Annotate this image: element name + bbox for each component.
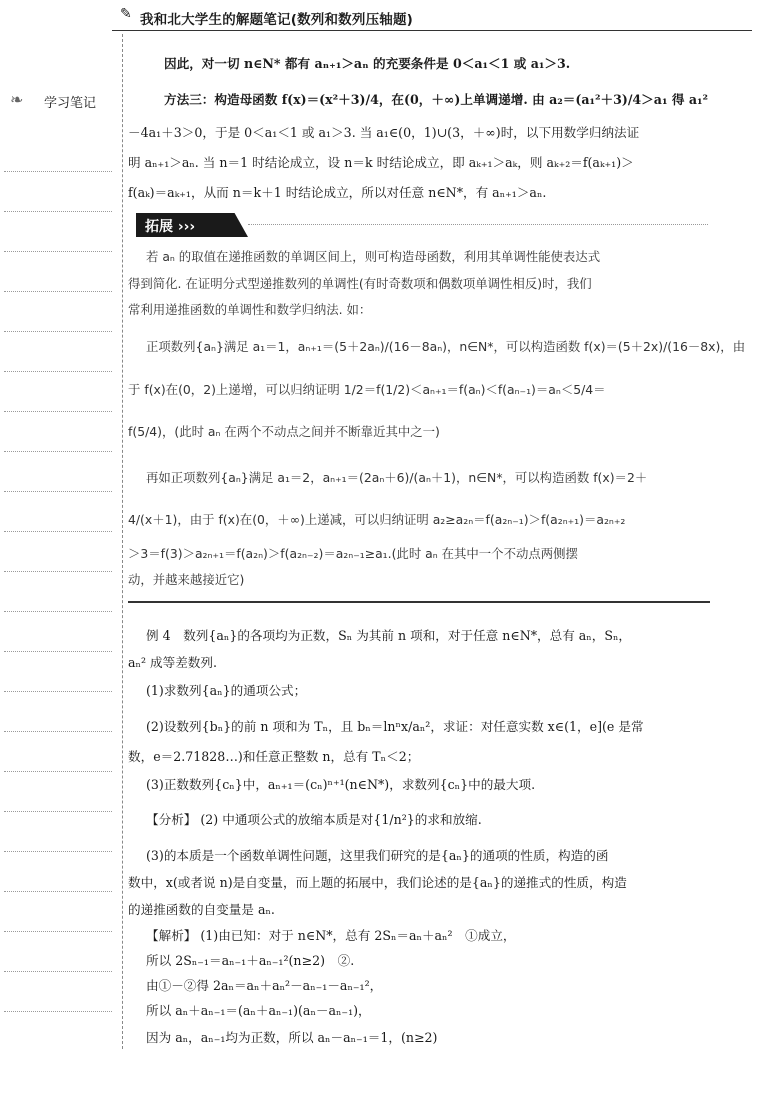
- text-line: 所以 aₙ＋aₙ₋₁＝(aₙ＋aₙ₋₁)(aₙ－aₙ₋₁)，: [146, 1003, 371, 1018]
- text-line: f(5/4)，(此时 aₙ 在两个不动点之间并不断靠近其中之一): [128, 424, 440, 439]
- study-notes-sidebar: [4, 88, 114, 112]
- text-line: 数中，x(或者说 n)是自变量，而上题的拓展中，我们论述的是{aₙ}的递推式的性质，构造: [128, 875, 627, 890]
- text-line: 正项数列{aₙ}满足 a₁＝1，aₙ₊₁＝(5＋2aₙ)/(16－8aₙ)，n∈N*，可以构造函数 f(x)＝(5＋2x)/(16－8x)，由: [146, 339, 746, 354]
- header-rule: [112, 30, 752, 31]
- text-line: 得到简化. 在证明分式型递推数列的单调性(有时奇数项和偶数项单调性相反)时，我们: [128, 276, 592, 291]
- example-heading: 例 4 数列{aₙ}的各项均为正数，Sₙ 为其前 n 项和，对于任意 n∈N*，总有 aₙ，Sₙ，: [146, 628, 632, 643]
- text-line: 因此，对一切 n∈N* 都有 aₙ₊₁＞aₙ 的充要条件是 0＜a₁＜1 或 a₁＞3.: [164, 56, 571, 71]
- margin-rule: [122, 34, 123, 1049]
- analysis-line: 【分析】 (2) 中通项公式的放缩本质是对{1/n²}的求和放缩.: [146, 812, 482, 827]
- page-header: [112, 6, 752, 32]
- text-line: (3)正数数列{cₙ}中，aₙ₊₁＝(cₙ)ⁿ⁺¹(n∈N*)，求数列{cₙ}中的最大项.: [146, 777, 536, 792]
- text-line: (1)求数列{aₙ}的通项公式；: [146, 683, 307, 698]
- solution-line: 【解析】 (1)由已知：对于 n∈N*，总有 2Sₙ＝aₙ＋aₙ² ①成立，: [146, 928, 516, 943]
- text-line: 4/(x＋1)，由于 f(x)在(0，＋∞)上递减，可以归纳证明 a₂≥a₂ₙ＝f(a₂ₙ₋₁)＞f(a₂ₙ₊₁)＝a₂ₙ₊₂: [128, 512, 626, 527]
- text-line: 数，e＝2.71828…)和任意正整数 n，总有 Tₙ＜2；: [128, 749, 420, 764]
- extension-rule: [248, 224, 708, 225]
- study-notes-label: 学习笔记: [44, 96, 97, 111]
- text-line: 方法三：构造母函数 f(x)＝(x²＋3)/4，在(0，＋∞)上单调递增. 由 a₂＝(a₁²＋3)/4＞a₁ 得 a₁²: [164, 92, 709, 107]
- page-header-title: 我和北大学生的解题笔记(数列和数列压轴题): [140, 12, 414, 28]
- text-line: (3)的本质是一个函数单调性问题，这里我们研究的是{aₙ}的通项的性质，构造的函: [146, 848, 609, 863]
- text-line: f(aₖ)＝aₖ₊₁，从而 n＝k＋1 时结论成立，所以对任意 n∈N*，有 aₙ₊₁＞aₙ.: [128, 185, 547, 200]
- text-line: 再如正项数列{aₙ}满足 a₁＝2，aₙ₊₁＝(2aₙ＋6)/(aₙ＋1)，n∈N*，可以构造函数 f(x)＝2＋: [146, 470, 648, 485]
- leaf-icon: ❧: [10, 90, 24, 109]
- section-divider: [128, 601, 710, 603]
- pen-decoration-icon: ✎: [120, 6, 132, 22]
- note-ruled-lines: [4, 132, 112, 1012]
- text-line: aₙ² 成等差数列.: [128, 655, 217, 670]
- text-line: 由①－②得 2aₙ＝aₙ＋aₙ²－aₙ₋₁－aₙ₋₁²，: [146, 978, 383, 993]
- text-line: 所以 2Sₙ₋₁＝aₙ₋₁＋aₙ₋₁²(n≥2) ②.: [146, 953, 355, 968]
- text-line: 动，并越来越接近它): [128, 572, 245, 587]
- text-line: 于 f(x)在(0，2)上递增，可以归纳证明 1/2＝f(1/2)＜aₙ₊₁＝f(aₙ)＜f(aₙ₋₁)＝aₙ＜5/4＝: [128, 382, 606, 397]
- text-line: 因为 aₙ，aₙ₋₁均为正数，所以 aₙ－aₙ₋₁＝1，(n≥2): [146, 1030, 438, 1045]
- text-line: (2)设数列{bₙ}的前 n 项和为 Tₙ，且 bₙ＝lnⁿx/aₙ²，求证：对任意实数 x∈(1，e](e 是常: [146, 719, 644, 734]
- extension-label: 拓展 ›››: [145, 219, 196, 235]
- text-line: －4a₁＋3＞0，于是 0＜a₁＜1 或 a₁＞3. 当 a₁∈(0，1)∪(3，＋∞)时，以下用数学归纳法证: [128, 125, 640, 140]
- text-line: 明 aₙ₊₁＞aₙ. 当 n＝1 时结论成立，设 n＝k 时结论成立，即 aₖ₊₁＞aₖ，则 aₖ₊₂＝f(aₖ₊₁)＞: [128, 155, 634, 170]
- text-line: 常利用递推函数的单调性和数学归纳法. 如：: [128, 302, 372, 317]
- text-line: 的递推函数的自变量是 aₙ.: [128, 902, 275, 917]
- text-line: 若 aₙ 的取值在递推函数的单调区间上，则可构造母函数，利用其单调性能使表达式: [146, 249, 601, 264]
- text-line: ＞3＝f(3)＞a₂ₙ₊₁＝f(a₂ₙ)＞f(a₂ₙ₋₂)＝a₂ₙ₋₁≥a₁.(此时 aₙ 在其中一个不动点两侧摆: [128, 546, 578, 561]
